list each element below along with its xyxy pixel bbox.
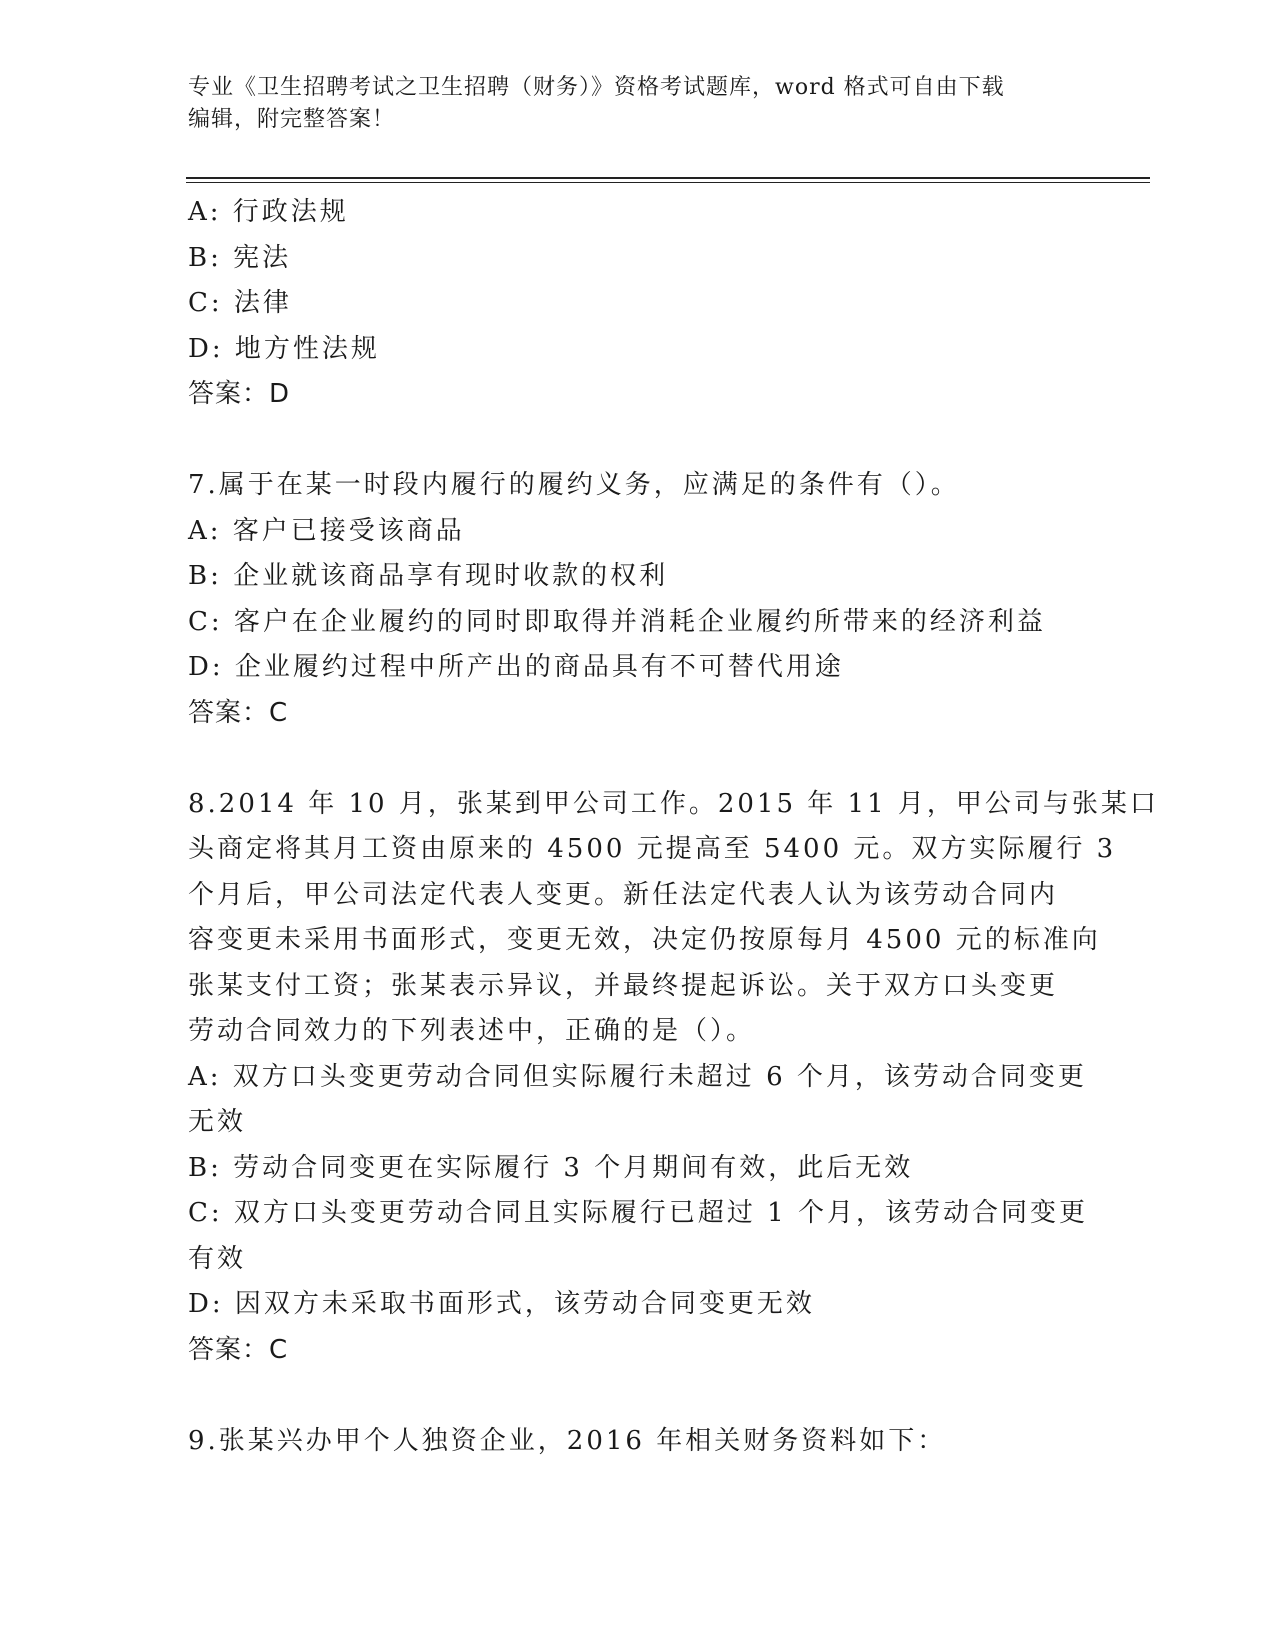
header-line-2: 编辑，附完整答案！ [188,107,396,132]
question-text: 9.张某兴办甲个人独资企业，2016 年相关财务资料如下： [188,1425,947,1456]
option-b: B: 劳动合同变更在实际履行 3 个月期间有效，此后无效 [188,1152,914,1183]
header-divider-thin [186,182,1150,183]
question-8-block [188,782,1159,1374]
spacer [188,1373,1088,1419]
answer-text: 答案：C [188,697,289,728]
option-d: D: 企业履约过程中所产出的商品具有不可替代用途 [188,652,844,682]
question-7-block [188,463,1088,736]
question-text-line-2: 头商定将其月工资由原来的 4500 元提高至 5400 元。双方实际履行 3 [188,834,1117,864]
spacer [188,736,1088,782]
option-b: B: 宪法 [188,242,292,273]
option-b: B: 企业就该商品享有现时收款的权利 [188,561,669,591]
spacer [188,418,1088,464]
document-body [188,190,1159,1464]
header-divider-thick [186,177,1150,179]
question-9-block [188,1419,1088,1465]
answer-text: 答案：C [188,1334,289,1365]
option-a: A: 行政法规 [188,197,349,227]
option-a-line-2: 无效 [188,1107,247,1137]
option-c-line-1: C: 双方口头变更劳动合同且实际履行已超过 1 个月，该劳动合同变更 [188,1198,1088,1228]
option-a: A: 客户已接受该商品 [188,515,465,546]
option-c: C: 法律 [188,288,292,318]
question-text-line-1: 8.2014 年 10 月，张某到甲公司工作。2015 年 11 月，甲公司与张某口 [188,788,1159,819]
option-c: C: 客户在企业履约的同时即取得并消耗企业履约所带来的经济利益 [188,606,1046,637]
header-line-1: 专业《卫生招聘考试之卫生招聘（财务）》资格考试题库，word 格式可自由下载 [188,75,1005,100]
question-text-line-5: 张某支付工资；张某表示异议，并最终提起诉讼。关于双方口头变更 [188,970,1059,1001]
answer-text: 答案：D [188,379,291,409]
question-text-line-3: 个月后，甲公司法定代表人变更。新任法定代表人认为该劳动合同内 [188,879,1059,910]
option-a-line-1: A: 双方口头变更劳动合同但实际履行未超过 6 个月，该劳动合同变更 [188,1061,1087,1092]
option-d: D: 地方性法规 [188,333,380,364]
option-d: D: 因双方未采取书面形式，该劳动合同变更无效 [188,1289,815,1319]
option-c-line-2: 有效 [188,1243,247,1274]
question-text-line-4: 容变更未采用书面形式，变更无效，决定仍按原每月 4500 元的标准向 [188,925,1101,955]
document-header [188,72,1068,136]
question-text-line-6: 劳动合同效力的下列表述中，正确的是（）。 [188,1016,756,1046]
question-6-block [188,190,1088,418]
question-text: 7.属于在某一时段内履行的履约义务，应满足的条件有（）。 [188,470,960,500]
